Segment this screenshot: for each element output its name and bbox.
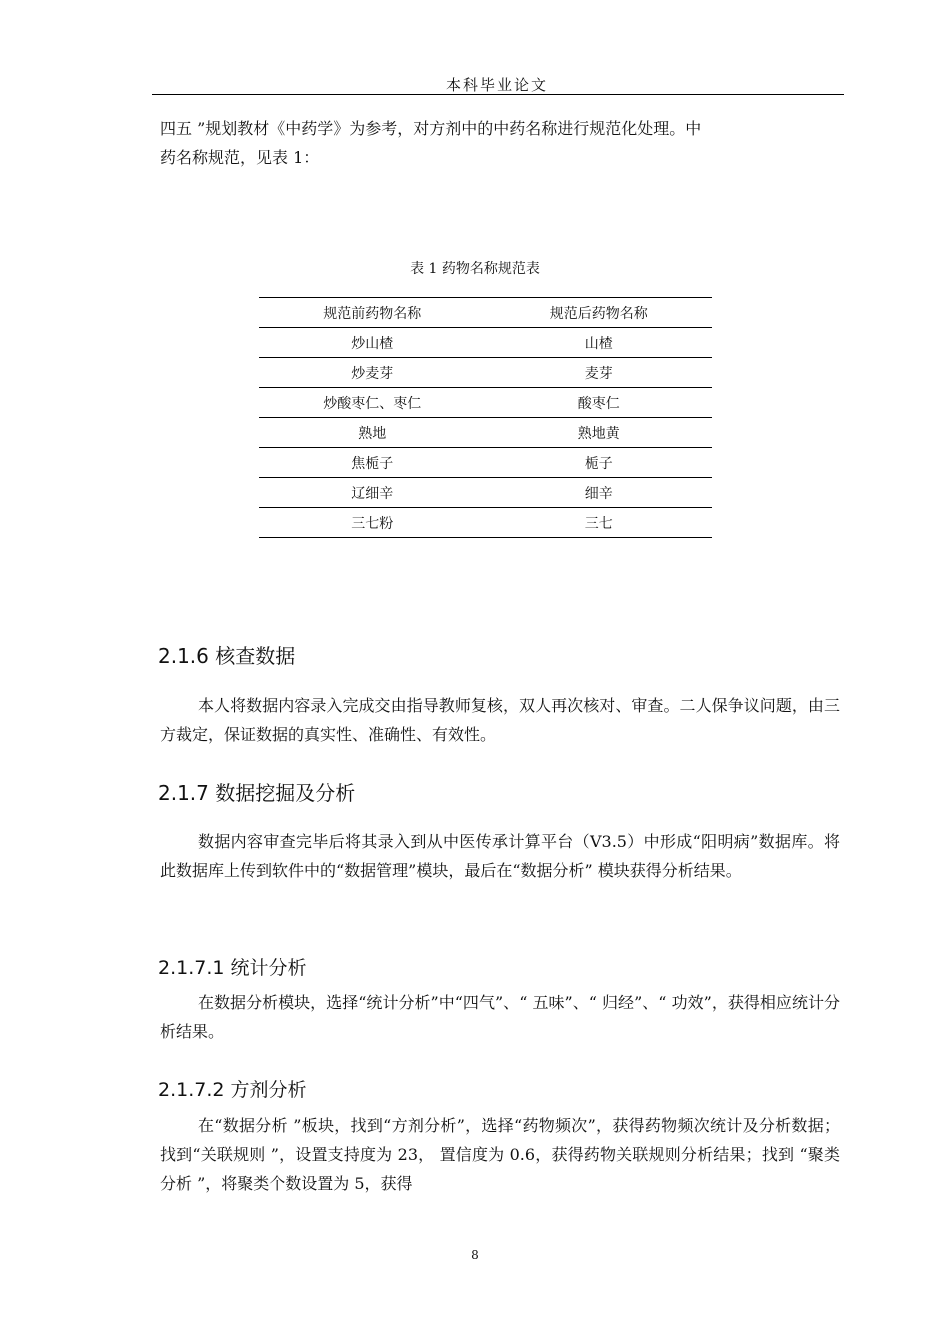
table-row bbox=[259, 388, 712, 418]
section-body-2-1-6: 本人将数据内容录入完成交由指导教师复核，双人再次核对、审查。二人保争议问题，由三方裁定，保证数据的真实性、准确性、有效性。 bbox=[160, 696, 840, 744]
header-before: 规范前药物名称 bbox=[259, 298, 486, 328]
header-after: 规范后药物名称 bbox=[486, 298, 713, 328]
cell-before: 熟地 bbox=[259, 418, 486, 448]
cell-after: 麦芽 bbox=[486, 358, 713, 388]
cell-before: 炒酸枣仁、枣仁 bbox=[259, 388, 486, 418]
cell-before: 炒山楂 bbox=[259, 328, 486, 358]
running-header: 本科毕业论文 bbox=[445, 76, 548, 94]
cell-after: 酸枣仁 bbox=[486, 388, 713, 418]
table-row bbox=[259, 328, 712, 358]
section-heading-2-1-6: 2.1.6 核查数据 bbox=[158, 644, 296, 668]
cell-after: 细辛 bbox=[486, 478, 713, 508]
section-heading-2-1-7-1: 2.1.7.1 统计分析 bbox=[158, 957, 307, 979]
table-row bbox=[259, 508, 712, 538]
table-caption: 表 1 药物名称规范表 bbox=[410, 261, 540, 277]
cell-before: 三七粉 bbox=[259, 508, 486, 538]
table-row bbox=[259, 478, 712, 508]
table-row bbox=[259, 448, 712, 478]
cell-before: 辽细辛 bbox=[259, 478, 486, 508]
section-heading-2-1-7: 2.1.7 数据挖掘及分析 bbox=[158, 781, 356, 805]
cell-after: 熟地黄 bbox=[486, 418, 713, 448]
header-rule bbox=[152, 94, 844, 95]
section-body-2-1-7-2: 在“数据分析 ”板块，找到“方剂分析”，选择“药物频次”，获得药物频次统计及分析数据；找到“关联规则 ”，设置支持度为 23， 置信度为 0.6，获得药物关联规则分析结果；找到 “聚类分析 ”，将聚类个数设置为 5，获得 bbox=[160, 1116, 840, 1193]
cell-after: 三七 bbox=[486, 508, 713, 538]
table-row bbox=[259, 418, 712, 448]
table-header-row bbox=[259, 298, 712, 328]
cell-before: 焦栀子 bbox=[259, 448, 486, 478]
intro-line-2: 药名称规范，见表 1： bbox=[160, 148, 320, 167]
table-row bbox=[259, 358, 712, 388]
page-number: 8 bbox=[471, 1248, 479, 1262]
intro-paragraph bbox=[160, 114, 840, 172]
drug-name-table bbox=[259, 297, 712, 538]
cell-before: 炒麦芽 bbox=[259, 358, 486, 388]
cell-after: 山楂 bbox=[486, 328, 713, 358]
section-body-2-1-7: 数据内容审查完毕后将其录入到从中医传承计算平台（V3.5）中形成“阳明病”数据库。将此数据库上传到软件中的“数据管理”模块，最后在“数据分析” 模块获得分析结果。 bbox=[160, 832, 840, 880]
cell-after: 栀子 bbox=[486, 448, 713, 478]
section-body-2-1-7-1: 在数据分析模块，选择“统计分析”中“四气”、“ 五味”、“ 归经”、“ 功效”，获得相应统计分析结果。 bbox=[160, 993, 840, 1041]
section-heading-2-1-7-2: 2.1.7.2 方剂分析 bbox=[158, 1079, 307, 1101]
intro-line-1: 四五 ”规划教材《中药学》为参考，对方剂中的中药名称进行规范化处理。中 bbox=[160, 119, 702, 138]
